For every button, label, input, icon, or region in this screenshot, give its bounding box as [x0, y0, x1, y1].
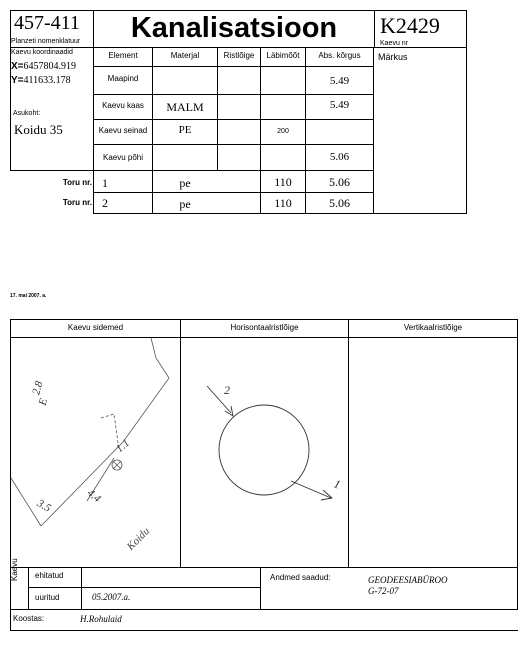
- ties-sketch: [11, 338, 180, 567]
- nomenclature-label: Planzeti nomenklatuur: [11, 38, 81, 45]
- footer-side-label: Kaevu: [10, 558, 19, 581]
- measured-value: 05.2007.a.: [92, 592, 131, 602]
- coordinate-x: X=6457804.919: [11, 61, 77, 72]
- col-diameter: Läbimõõt: [266, 51, 300, 60]
- compiled-label: Koostas:: [13, 614, 45, 623]
- sketch-dist-top2: E: [36, 397, 51, 407]
- col-material: Materjal: [170, 51, 200, 60]
- sketch-street-name: Koidu: [124, 525, 153, 553]
- built-label: ehitatud: [35, 571, 64, 580]
- pipe-out-number: 1: [331, 476, 343, 492]
- data-from-value: GEODEESIABÜROO: [368, 575, 448, 585]
- pipe-out-arrowhead-icon: [321, 490, 332, 500]
- remarks-label: Märkus: [378, 52, 408, 62]
- building-outline-line: [151, 338, 169, 378]
- page-title: Kanalisatsioon: [130, 12, 338, 44]
- coordinates-label: Kaevu koordinaadid: [11, 49, 73, 56]
- well-circle-shape: [219, 405, 309, 495]
- date-note: 17. mai 2007. a.: [10, 293, 47, 299]
- data-from-label: Andmed saadud:: [270, 573, 331, 582]
- col-abs-height: Abs. kõrgus: [318, 51, 361, 60]
- sketch-dist-right: 4.4: [84, 486, 103, 506]
- section-horizontal-title: Horisontaalristlõige: [230, 323, 299, 332]
- col-element: Element: [108, 51, 138, 60]
- col-cross-section: Ristlõige: [223, 51, 255, 60]
- measured-label: uuritud: [35, 593, 60, 602]
- well-cross-mark: [113, 461, 121, 469]
- pipe-in-number: 2: [224, 383, 230, 397]
- data-from-code: G-72-07: [368, 586, 399, 596]
- nomenclature-number: 457-411: [14, 12, 80, 34]
- address-value: Koidu 35: [14, 122, 63, 137]
- tie-line-right: [41, 378, 169, 526]
- well-number-label: Kaevu nr: [380, 40, 409, 47]
- tie-line-left: [11, 478, 41, 526]
- sketch-dist-left: 3.5: [34, 497, 53, 515]
- horizontal-section-sketch: [181, 338, 348, 567]
- section-vertical-title: Vertikaalristlõige: [403, 323, 463, 332]
- well-number: K2429: [380, 13, 440, 38]
- sketch-dist-top: 2.8: [30, 379, 46, 397]
- coordinate-y: Y=411633.178: [11, 75, 71, 86]
- section-ties-title: Kaevu sidemed: [67, 323, 124, 332]
- compiled-value: H.Rohulaid: [80, 614, 122, 624]
- sketch-dist-mid: 1.1: [113, 436, 132, 456]
- address-label: Asukoht:: [13, 110, 41, 117]
- pipe-out-arrow: [291, 481, 331, 498]
